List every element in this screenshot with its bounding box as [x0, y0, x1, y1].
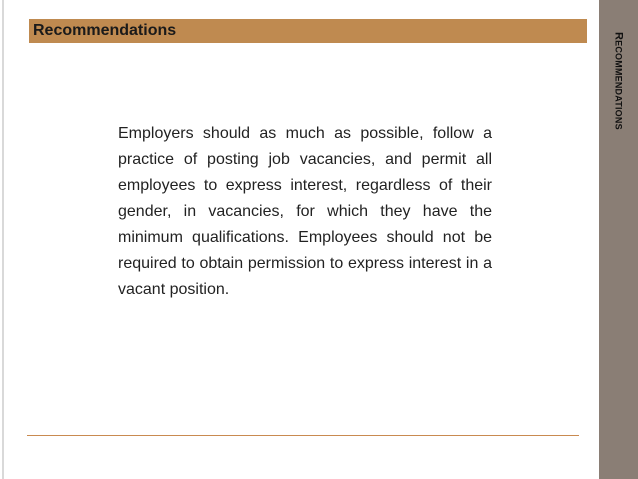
recommendation-paragraph: Employers should as much as possible, follow a practice of posting job vacancies, and permit all employees to express interest, regardless of their gender, in vacancies, for which they have the minimum qualifications. Employees should not be required to obtain permission to express interest in a vacant position.	[118, 125, 492, 298]
bottom-divider	[27, 435, 579, 436]
slide-title: Recommendations	[33, 22, 177, 39]
side-section-label	[613, 32, 625, 130]
side-label-rest: ECOMMENDATIONS	[613, 40, 624, 130]
side-label-initial: R	[612, 32, 625, 41]
title-bar	[29, 19, 587, 43]
side-bar	[599, 0, 638, 479]
slide-left-edge	[2, 0, 4, 479]
